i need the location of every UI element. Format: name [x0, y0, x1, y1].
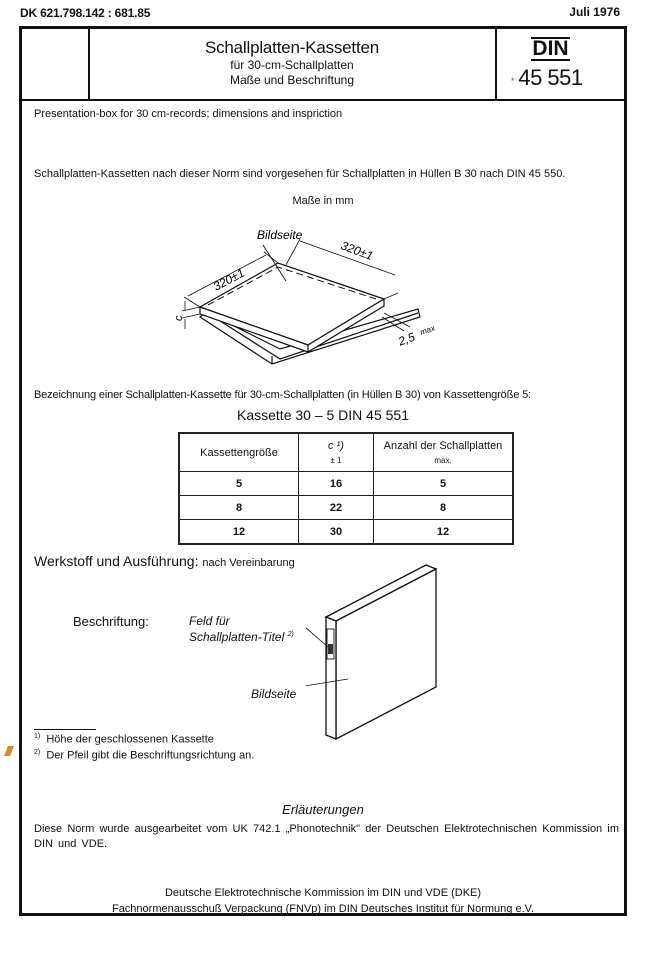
- designation-example: Kassette 30 – 5 DIN 45 551: [237, 407, 409, 423]
- din-block: [497, 29, 604, 99]
- english-title: Presentation-box for 30 cm-records; dimensions and inspriction: [34, 108, 343, 120]
- designation-text: Bezeichnung einer Schallplatten-Kassette für 30-cm-Schallplatten (in Hüllen B 30) von Kassettengröße 5:: [34, 389, 531, 401]
- table-header-row: [179, 433, 513, 472]
- document-subtitle-1: für 30-cm-Schallplatten: [230, 58, 354, 72]
- din-logo: DIN: [532, 37, 569, 60]
- dk-classification-number: DK 621.798.142 : 681.85: [20, 6, 151, 20]
- dim-gap-label: 2,5: [396, 329, 417, 349]
- cassette-size-table: [178, 432, 514, 545]
- document-subtitle-2: Maße und Beschriftung: [229, 73, 355, 87]
- title-block: [90, 29, 494, 99]
- dim-left-label: 320±1: [210, 265, 247, 294]
- cell-size: 5: [179, 472, 299, 496]
- cell-count: 8: [374, 496, 514, 520]
- footnote-2: $^{2)}$ Der Pfeil gibt die Beschriftungsrichtung an.: [34, 749, 255, 762]
- title-field-label: Feld für Schallplatten-Titel $^{2)}$: [189, 614, 294, 644]
- material-section: [34, 553, 295, 569]
- scan-mark: [4, 746, 14, 756]
- material-value: nach Vereinbarung: [202, 557, 295, 569]
- dim-right-label: 320±1: [339, 238, 376, 263]
- cell-c: 22: [299, 496, 374, 520]
- dim-gap-max: max: [418, 323, 437, 338]
- cassette-dimension-figure: [172, 209, 482, 379]
- footer-line-1: Deutsche Elektrotechnische Kommission im DIN und VDE (DKE): [164, 887, 482, 899]
- cell-c: 30: [299, 520, 374, 545]
- labeling-label: Beschriftung:: [73, 614, 149, 629]
- bildseite-label: Bildseite: [257, 228, 303, 242]
- cell-c: 16: [299, 472, 374, 496]
- footnote-1: $^{1)}$ Höhe der geschlossenen Kassette: [34, 733, 214, 746]
- footer-line-2: Fachnormenausschuß Verpackung (FNVp) im DIN Deutsches Institut für Normung e.V.: [111, 903, 535, 915]
- bildseite-label-2: Bildseite: [251, 687, 297, 701]
- document-frame: [19, 26, 627, 916]
- header-size: Kassettengröße: [179, 433, 299, 472]
- header-record-count: Anzahl der Schallplatten max.: [374, 433, 514, 472]
- table-row: [179, 520, 513, 545]
- red-mark-icon: *: [511, 76, 515, 86]
- table-row: [179, 472, 513, 496]
- intro-text: Schallplatten-Kassetten nach dieser Norm sind vorgesehen für Schallplatten in Hüllen B 30 nach DIN 45 550.: [34, 168, 566, 180]
- cell-count: 5: [374, 472, 514, 496]
- document-title: Schallplatten-Kassetten: [204, 38, 379, 57]
- footer: [22, 885, 624, 917]
- footnote-rule: [34, 729, 96, 730]
- table-row: [179, 496, 513, 520]
- header-c: c ¹) ± 1: [299, 433, 374, 472]
- units-note: Maße in mm: [292, 195, 354, 207]
- title-divider: [22, 99, 624, 101]
- material-label: Werkstoff und Ausführung:: [34, 553, 199, 569]
- cell-size: 12: [179, 520, 299, 545]
- cell-count: 12: [374, 520, 514, 545]
- publication-date: Juli 1976: [569, 5, 620, 19]
- explanations-text: Diese Norm wurde ausgearbeitet vom UK 742.1 „Phonotechnik" der Deutschen Elektrotechnischen Kommission im DIN und VDE.: [34, 823, 619, 850]
- dim-c-label: c: [173, 315, 185, 321]
- din-standard-number: 45 551: [518, 65, 583, 90]
- cell-size: 8: [179, 496, 299, 520]
- explanations-title: Erläuterungen: [282, 802, 364, 817]
- cassette-labeling-figure: [306, 559, 466, 749]
